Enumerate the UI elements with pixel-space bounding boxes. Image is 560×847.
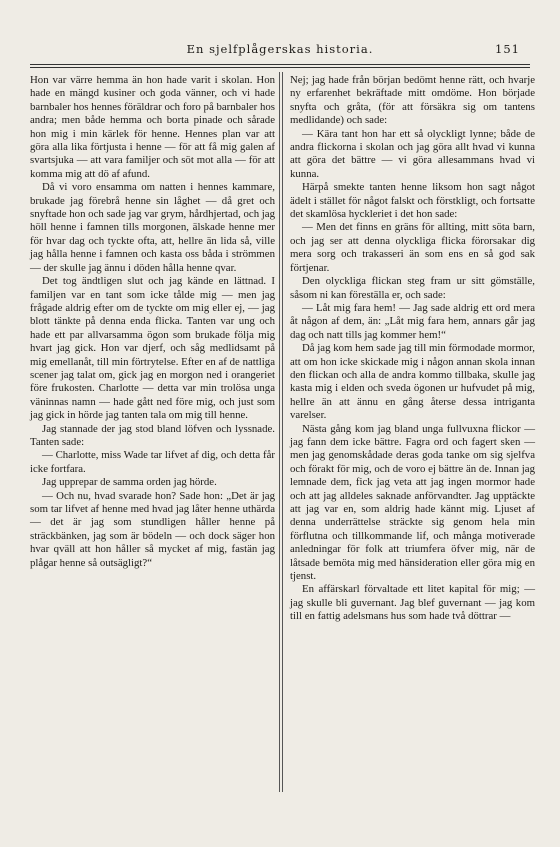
paragraph: Det tog ändtligen slut och jag kände en lättnad. I familjen var en tant som icke tålde mig — men jag frågade aldrig efter om de tyckte om mig eller ej, — jag blott tänkte på denna enda flicka. Tanten var ung och hade ett par allvarsamma ögon som brukade följa mig hvart jag gick. Hon var djerf, och såg medlidsamt på mig emellanåt, till min förtrytelse. Efter en af de nattliga scener jag talat om, gick jag en morgon ned i orangeriet före frukosten. Charlotte — detta var min trolösa unga väninnas namn — hade gått ned före mig, och just som jag gick in hörde jag tanten tala om mig till henne. (30, 275, 275, 422)
running-title: En sjelfplågerskas historia. (186, 42, 374, 56)
paragraph: Härpå smekte tanten henne liksom hon sagt något ädelt i stället för något falskt och förstkligt, och fortsatte det skamlösa hyckleriet i det hon sade: (290, 181, 535, 221)
paragraph: — Och nu, hvad svarade hon? Sade hon: „Det är jag som tar lifvet af henne med hvad jag låter henne uthärda — det är jag som stundligen håller henne på sträckbänken, jag som är bödeln — och dock säger hon hvar qväll att hon håller så mycket af mig, fastän jag plågar henne så outsägligt?“ (30, 489, 275, 569)
column-divider (279, 72, 280, 792)
page-number: 151 (495, 42, 520, 56)
paragraph: — Kära tant hon har ett så olyckligt lynne; både de andra flickorna i skolan och jag göra allt hvad vi kunna att göra det bättre — vi göra allesammans hvad vi kunna. (290, 127, 535, 180)
paragraph: — Låt mig fara hem! — Jag sade aldrig ett ord mera åt någon af dem, än: „Låt mig fara hem, annars går jag dag och natt tills jag kommer hem!“ (290, 301, 535, 341)
left-column (30, 74, 275, 570)
column-divider (282, 72, 283, 792)
paragraph: — Charlotte, miss Wade tar lifvet af dig, och detta får icke fortfara. (30, 449, 275, 475)
paragraph: — Men det finns en gräns för allting, mitt söta barn, och jag ser att denna olyckliga flicka förorsakar dig mera sorg och trakasseri än som ens en så god sak förtjenar. (290, 221, 535, 274)
right-column (290, 74, 535, 624)
paragraph: Jag stannade der jag stod bland löfven och lyssnade. Tanten sade: (30, 422, 275, 448)
page-header (30, 40, 530, 58)
header-rule-double (30, 67, 530, 68)
paragraph: Hon var värre hemma än hon hade varit i skolan. Hon hade en mängd kusiner och goda vänner, och vi hade barnbaler hos hennes föräldrar och foro på barnbaler hos andra; men både hemma och borta pinade och sårade hon mig i min kärlek för henne. Hennes plan var att göra alla lika förtjusta i henne — för att få mig galen af svartsjuka — att vara familjer och söt mot alla — för att komma mig att dö af afund. (30, 74, 275, 180)
paragraph: Jag upprepar de samma orden jag hörde. (42, 476, 217, 489)
paragraph: Nej; jag hade från början bedömt henne rätt, och hvarje ny erfarenhet bekräftade mitt omdöme. Hon började snyfta och gråta, (för att försäkra sig om tantens medlidande) och sade: (290, 74, 535, 127)
header-rule (30, 64, 530, 65)
paragraph: Då jag kom hem sade jag till min förmodade mormor, att om hon icke skickade mig i någon annan skola innan den flickan och alla de andra kommo tillbaka, skulle jag kasta mig i elden och sveda ögonen ur hufvudet på mig, hellre än att ännu en gång återse dessa intriganta varelser. (290, 342, 535, 422)
paragraph: Nästa gång kom jag bland unga fullvuxna flickor — jag fann dem icke bättre. Fagra ord och fagert sken — men jag genomskådade deras goda tanke om sig sjelfva och förakt för mig, och de voro ej bättre än de. Innan jag lemnade dem, fick jag veta att jag ingen mormor hade och att jag alldeles saknade anförvandter. Jag upptäckte att jag var en, som aldrig hade kännt mig. Ljuset af denna underrättelse sträckte sig genom hela min förflutna och tillkommande lif, och många motiverade anledningar för folk att triumfera öfver mig, när de låtsade bemöta mig med hänsideration eller göra mig en tjenst. (290, 422, 535, 583)
paragraph: Då vi voro ensamma om natten i hennes kammare, brukade jag förebrå henne sin låghet — då gret och snyftade hon och sade jag var grym, hårdhjertad, och jag höll henne i famnen tills morgonen, älskade henne mer för hvar dag och tyckte ofta, att, hellre än lida så, ville jag hålla henne i famnen och kasta oss båda i strömmen — der skulle jag ännu i döden hålla henne qvar. (30, 181, 275, 274)
paragraph: En affärskarl förvaltade ett litet kapital för mig; — jag skulle bli guvernant. Jag blef guvernant — jag kom till en fattig adelsmans hus som hade två döttrar — (290, 583, 535, 623)
paragraph: Den olyckliga flickan steg fram ur sitt gömställe, såsom ni kan föreställa er, och sade: (290, 275, 535, 301)
